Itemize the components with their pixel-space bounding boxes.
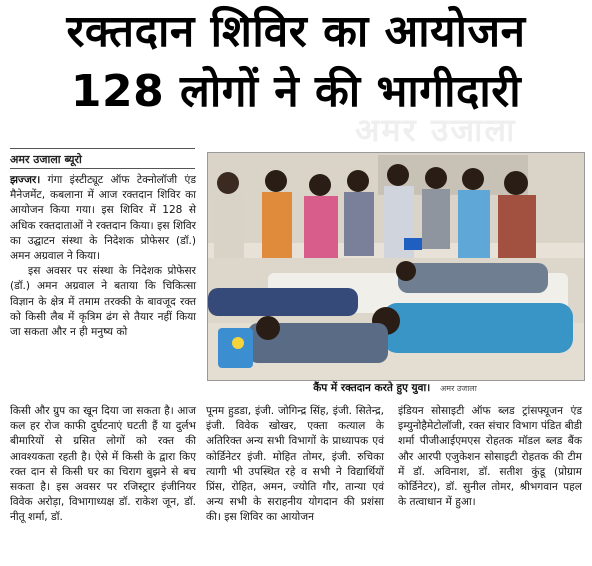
dateline: झज्जर। [10, 174, 41, 186]
article-column-1-bottom: किसी और ग्रुप का खून दिया जा सकता है। आज कल हर रोज काफी दुर्घटनाएं घटती हैं या दुर्लभ बीमारियों से ग्रसित लोगों को रक्त की आवश्यकता रहती है। ऐसे में किसी के द्वारा किए रक्त दान से किसी घर का चिराग बुझने से बच सकता है। इस अवसर पर रजिस्ट्रार इंजीनियर विवेक अरोड़ा, विभागाध्यक्ष डॉ. राकेश जून, डॉ. नीतू शर्मा, डॉ. [10, 405, 196, 524]
article-column-1-top [10, 173, 196, 340]
article-paragraph-1 [10, 173, 196, 264]
byline: अमर उजाला ब्यूरो [10, 153, 82, 166]
headline-line-2: 128 लोगों ने की भागीदारी [70, 66, 522, 117]
paragraph-text: गंगा इंस्टीट्यूट ऑफ टेक्नोलॉजी एंड मैनेजमेंट, कबलाना में आज रक्तदान शिविर का आयोजन किया गया। इस शिविर में 128 से अधिक रक्तदाताओं ने रक्तदान किया। इस शिविर का उद्घाटन संस्था के निदेशक प्रोफेसर (डॉ.) अमन अग्रवाल ने किया। [10, 174, 196, 263]
photo-credit: अमर उजाला [440, 384, 477, 393]
article-paragraph-2 [10, 264, 196, 340]
news-photo [207, 152, 585, 381]
photo-caption [207, 381, 583, 397]
caption-text: कैंप में रक्तदान करते हुए युवा। [313, 382, 431, 394]
byline-rule-top [10, 148, 195, 149]
blood-donation-photo [208, 153, 584, 380]
paragraph-text: इस अवसर पर संस्था के निदेशक प्रोफेसर (डॉ.) अमन अग्रवाल ने बताया कि चिकित्सा विज्ञान के क्षेत्र में तमाम तरक्की के बावजूद रक्त को किसी लैब में कृत्रिम ढंग से तैयार नहीं किया जा सकता और न ही मनुष्य को [10, 265, 196, 339]
article-column-3: इंडियन सोसाइटी ऑफ ब्लड ट्रांसफ्यूजन एंड इम्युनोहैमेटोलॉजी, रक्त संचार विभाग पंडित बीडी शर्मा पीजीआईएमएस रोहतक मॉडल ब्लड बैंक और आरपी एजुकेशन सोसाइटी रोहतक की टीम में डॉ. अविनाश, डॉ. सतीश कुंडू (प्रोग्राम कोर्डिनेटर), डॉ. सुनील तोमर, श्रीभगवान पहल के तत्वाधान में हुआ। [398, 405, 582, 509]
article-column-2: पूनम हुडडा, इंजी. जोगिन्द्र सिंह, इंजी. सितेन्द्र, इंजी. विवेक खोखर, एक्ता कत्याल के अतिरिक्त अन्य सभी विभागों के प्राध्यापक एवं कोर्डिनेटर इंजी. मोहित तोमर, इंजी. रुचिका त्यागी भी उपस्थित रहे व सभी ने विद्यार्थियों प्रिंस, रोहित, अमन, ज्योति गौर, तान्या एवं अन्य सभी के सराहनीय योगदान की प्रशंसा की। इस शिविर का आयोजन [206, 405, 384, 524]
watermark: अमर उजाला [355, 111, 517, 149]
headline-line-1: रक्तदान शिविर का आयोजन [66, 6, 526, 57]
byline-rule-bottom [10, 168, 195, 169]
